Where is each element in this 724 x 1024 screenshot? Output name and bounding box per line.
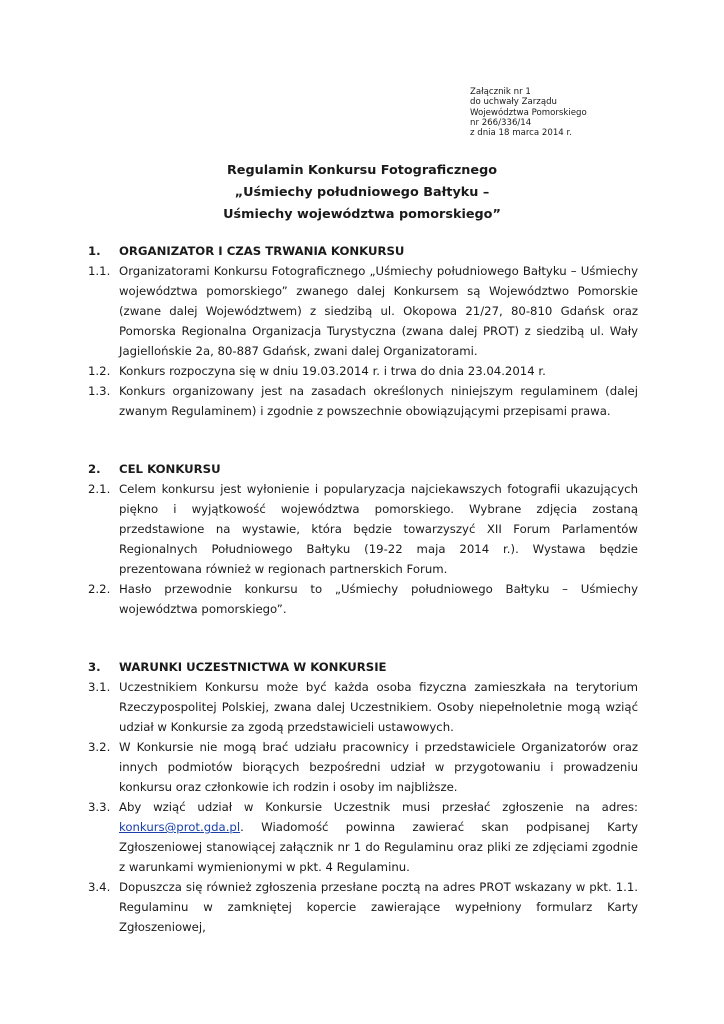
annex-note — [470, 87, 587, 138]
paragraph-text: Dopuszcza się również zgłoszenia przesłane pocztą na adres PROT wskazany w pkt. 1.1. Regulaminu w zamkniętej kopercie zawierające wypełniony formularz Karty Zgłoszeniowej, — [119, 880, 638, 934]
paragraph-number: 3.3. — [88, 800, 111, 814]
section-number: 3. — [88, 660, 101, 674]
title-line-3: Uśmiechy województwa pomorskiego” — [223, 207, 501, 222]
paragraph-number: 2.2. — [88, 582, 111, 596]
annex-line: do uchwały Zarządu — [470, 97, 557, 108]
annex-line: nr 266/336/14 — [470, 117, 532, 128]
paragraph-number: 1.1. — [88, 264, 111, 278]
paragraph-number: 1.3. — [88, 384, 111, 398]
paragraph — [88, 677, 638, 737]
paragraph-text-before: Aby wziąć udział w Konkursie Uczestnik musi przesłać zgłoszenie na adres: — [119, 800, 638, 814]
paragraph-text — [119, 797, 638, 877]
annex-line: Województwa Pomorskiego — [470, 107, 587, 118]
paragraph-number: 3.4. — [88, 880, 111, 894]
paragraph-text: Hasło przewodnie konkursu to „Uśmiechy południowego Bałtyku – Uśmiechy województwa pomorskiego”. — [119, 582, 638, 616]
section-spacer — [88, 619, 638, 657]
paragraph-number: 3.1. — [88, 680, 111, 694]
paragraph-text: Uczestnikiem Konkursu może być każda osoba fizyczna zamieszkała na terytorium Rzeczypospolitej Polskiej, zwana dalej Uczestnikiem. Osoby niepełnoletnie mogą wziąć udział w Konkursie za zgodą przedstawicieli ustawowych. — [119, 680, 638, 734]
paragraph-text: Organizatorami Konkursu Fotograficznego „Uśmiechy południowego Bałtyku – Uśmiechy województwa pomorskiego” zwanego dalej Konkursem są Województwo Pomorskie (zwane dalej Województwem) z siedzibą ul. Okopowa 21/27, 80-810 Gdańsk oraz Pomorska Regionalna Organizacja Turystyczna (zwana dalej PROT) z siedzibą ul. Wały Jagiellońskie 2a, 80-887 Gdańsk, zwani dalej Organizatorami. — [119, 264, 638, 358]
annex-line: z dnia 18 marca 2014 r. — [470, 128, 572, 139]
paragraph-text: W Konkursie nie mogą brać udziału pracownicy i przedstawiciele Organizatorów oraz innych podmiotów biorących bezpośredni udział w przygotowaniu i prowadzeniu konkursu oraz członkowie ich rodzin i osoby im najbliższe. — [119, 740, 638, 794]
paragraph — [88, 797, 638, 877]
section-number: 1. — [88, 244, 101, 258]
section-title: WARUNKI UCZESTNICTWA W KONKURSIE — [119, 660, 387, 674]
email-link[interactable]: konkurs@prot.gda.pl — [119, 820, 241, 834]
paragraph — [88, 579, 638, 619]
section-spacer — [88, 421, 638, 459]
document-title — [0, 160, 724, 226]
paragraph — [88, 361, 638, 381]
section-heading — [88, 459, 638, 479]
title-line-2: „Uśmiechy południowego Bałtyku – — [234, 185, 490, 200]
paragraph — [88, 381, 638, 421]
annex-line: Załącznik nr 1 — [470, 87, 531, 97]
paragraph-number: 2.1. — [88, 482, 111, 496]
paragraph — [88, 737, 638, 797]
section-heading — [88, 657, 638, 677]
section-title: ORGANIZATOR I CZAS TRWANIA KONKURSU — [119, 244, 405, 258]
title-line-1: Regulamin Konkursu Fotograficznego — [226, 163, 498, 178]
paragraph-text-after: . Wiadomość powinna zawierać skan podpisanej Karty Zgłoszeniowej stanowiącej załącznik nr 1 do Regulaminu oraz pliki ze zdjęciami zgodnie z warunkami wymienionymi w pkt. 4 Regulaminu. — [119, 820, 638, 874]
paragraph-text: Konkurs rozpoczyna się w dniu 19.03.2014 r. i trwa do dnia 23.04.2014 r. — [119, 364, 546, 378]
paragraph — [88, 479, 638, 579]
section-number: 2. — [88, 462, 101, 476]
paragraph-number: 3.2. — [88, 740, 111, 754]
paragraph-number: 1.2. — [88, 364, 111, 378]
section-title: CEL KONKURSU — [119, 462, 221, 476]
document-body — [88, 241, 638, 937]
section-heading — [88, 241, 638, 261]
paragraph-text: Konkurs organizowany jest na zasadach określonych niniejszym regulaminem (dalej zwanym Regulaminem) i zgodnie z powszechnie obowiązującymi przepisami prawa. — [119, 384, 638, 418]
paragraph — [88, 261, 638, 361]
paragraph-text: Celem konkursu jest wyłonienie i popularyzacja najciekawszych fotografii ukazujących piękno i wyjątkowość województwa pomorskiego. Wybrane zdjęcia zostaną przedstawione na wystawie, która będzie towarzyszyć XII Forum Parlamentów Regionalnych Południowego Bałtyku (19-22 maja 2014 r.). Wystawa będzie prezentowana również w regionach partnerskich Forum. — [119, 482, 638, 576]
paragraph — [88, 877, 638, 937]
